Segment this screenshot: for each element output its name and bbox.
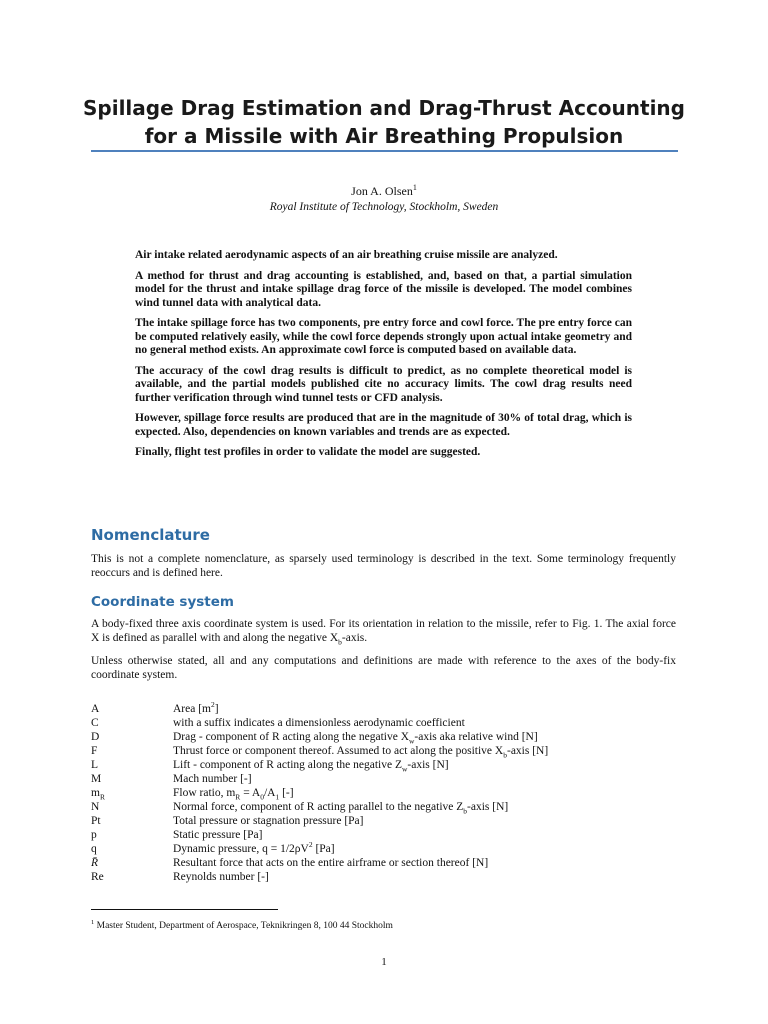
symbol: N bbox=[91, 801, 100, 813]
symbol-row bbox=[91, 772, 681, 786]
coordinate-system-paragraph: Unless otherwise stated, all and any computations and definitions are made with reference to the axes of the body-fix coordinate system. bbox=[91, 655, 676, 681]
abstract-paragraph: The accuracy of the cowl drag results is difficult to predict, as no complete theoretical model is available, and the partial models published cite no accuracy limits. The cowl drag results need further verification through wind tunnel tests or CFD analysis. bbox=[135, 364, 632, 404]
paper-title bbox=[60, 94, 708, 150]
abstract-paragraph: The intake spillage force has two components, pre entry force and cowl force. The pre entry force can be computed relatively easily, while the cowl force depends strongly upon actual intake geometry and no general method exists. An approximate cowl force is computed based on available data. bbox=[135, 317, 632, 356]
symbol-definition: Dynamic pressure, $q = 1/2\rho V^2$ [Pa] bbox=[173, 840, 335, 855]
symbol-definition: Area $[m^2]$ bbox=[173, 700, 219, 715]
symbol-definition: Static pressure [Pa] bbox=[173, 829, 263, 841]
symbol-row bbox=[91, 758, 681, 772]
symbol: q bbox=[91, 843, 97, 855]
symbol: M bbox=[91, 773, 102, 785]
symbol-definition: Drag - component of R acting along the negative $X_w$-axis aka relative wind [N] bbox=[173, 731, 538, 746]
symbol-row bbox=[91, 716, 681, 730]
abstract-paragraph: However, spillage force results are produced that are in the magnitude of 30% of total drag, which is expected. Also, dependencies on known variables and trends are as expected. bbox=[135, 412, 632, 438]
symbol-definition: Reynolds number [-] bbox=[173, 871, 269, 883]
abstract-paragraph: Finally, flight test profiles in order to validate the model are suggested. bbox=[135, 446, 481, 458]
author-footnote-mark: 1 bbox=[412, 183, 417, 192]
symbol-row bbox=[91, 800, 681, 814]
symbol-row bbox=[91, 870, 681, 884]
symbol-row bbox=[91, 702, 681, 716]
symbol-definition: Flow ratio, $m_R = A_0/A_1$ [-] bbox=[173, 787, 294, 802]
author-affiliation: Royal Institute of Technology, Stockholm, Sweden bbox=[269, 201, 499, 213]
symbol: Re bbox=[91, 871, 104, 883]
footnote bbox=[91, 918, 393, 931]
symbol-row bbox=[91, 730, 681, 744]
symbol-definition: with a suffix indicates a dimensionless aerodynamic coefficient bbox=[173, 717, 465, 729]
coordinate-system-heading: Coordinate system bbox=[91, 594, 234, 610]
symbol-definition: Normal force, component of R acting parallel to the negative $Z_b$-axis [N] bbox=[173, 801, 509, 816]
footnote-text: Master Student, Department of Aerospace, Teknikringen 8, 100 44 Stockholm bbox=[94, 921, 393, 931]
symbol-row bbox=[91, 744, 681, 758]
abstract bbox=[135, 249, 632, 467]
symbol-definition: Lift - component of R acting along the negative $Z_w$-axis [N] bbox=[173, 759, 449, 774]
symbol-row bbox=[91, 786, 681, 800]
coordinate-system-paragraph: A body-fixed three axis coordinate system is used. For its orientation in relation to the missile, refer to Fig. 1. The axial force X is defined as parallel with and along the negative $X_b$-axis. bbox=[91, 618, 676, 647]
symbol-definition: Mach number [-] bbox=[173, 773, 252, 785]
symbol: D bbox=[91, 731, 100, 743]
symbol: C bbox=[91, 717, 99, 729]
page-number: 1 bbox=[381, 956, 387, 968]
abstract-paragraph: Air intake related aerodynamic aspects of an air breathing cruise missile are analyzed. bbox=[135, 249, 558, 261]
author-line bbox=[0, 184, 768, 199]
symbol: A bbox=[91, 703, 100, 715]
symbol-definition: Resultant force that acts on the entire airframe or section thereof [N] bbox=[173, 857, 489, 869]
footnote-divider bbox=[91, 909, 278, 910]
nomenclature-heading: Nomenclature bbox=[91, 526, 210, 544]
nomenclature-intro: This is not a complete nomenclature, as sparsely used terminology is described in the text. Some terminology frequently reoccurs and is defined here. bbox=[91, 553, 676, 579]
symbol-row bbox=[91, 814, 681, 828]
symbol-row bbox=[91, 828, 681, 842]
symbol-definition: Thrust force or component thereof. Assumed to act along the positive $X_b$-axis [N] bbox=[173, 745, 549, 760]
symbol-row bbox=[91, 856, 681, 870]
footnote-mark: 1 bbox=[91, 918, 95, 926]
symbol: p bbox=[91, 829, 97, 841]
symbol: L bbox=[91, 759, 99, 771]
symbol-list bbox=[91, 702, 681, 884]
symbol-row bbox=[91, 842, 681, 856]
abstract-paragraph: A method for thrust and drag accounting is established, and, based on that, a partial simulation model for the thrust and intake spillage drag force of the missile is developed. The model combines wind tunnel data with analytical data. bbox=[135, 269, 632, 309]
symbol: $m_R$ bbox=[91, 787, 105, 802]
title-line-2: for a Missile with Air Breathing Propulsion bbox=[144, 124, 624, 148]
symbol: Pt bbox=[91, 815, 101, 827]
author-name: Jon A. Olsen bbox=[351, 184, 413, 198]
symbol: F bbox=[91, 745, 98, 757]
title-line-1: Spillage Drag Estimation and Drag-Thrust Accounting bbox=[83, 96, 685, 120]
symbol: R̄ bbox=[91, 857, 99, 869]
symbol-definition: Total pressure or stagnation pressure [Pa] bbox=[173, 815, 364, 827]
title-divider bbox=[91, 150, 678, 152]
